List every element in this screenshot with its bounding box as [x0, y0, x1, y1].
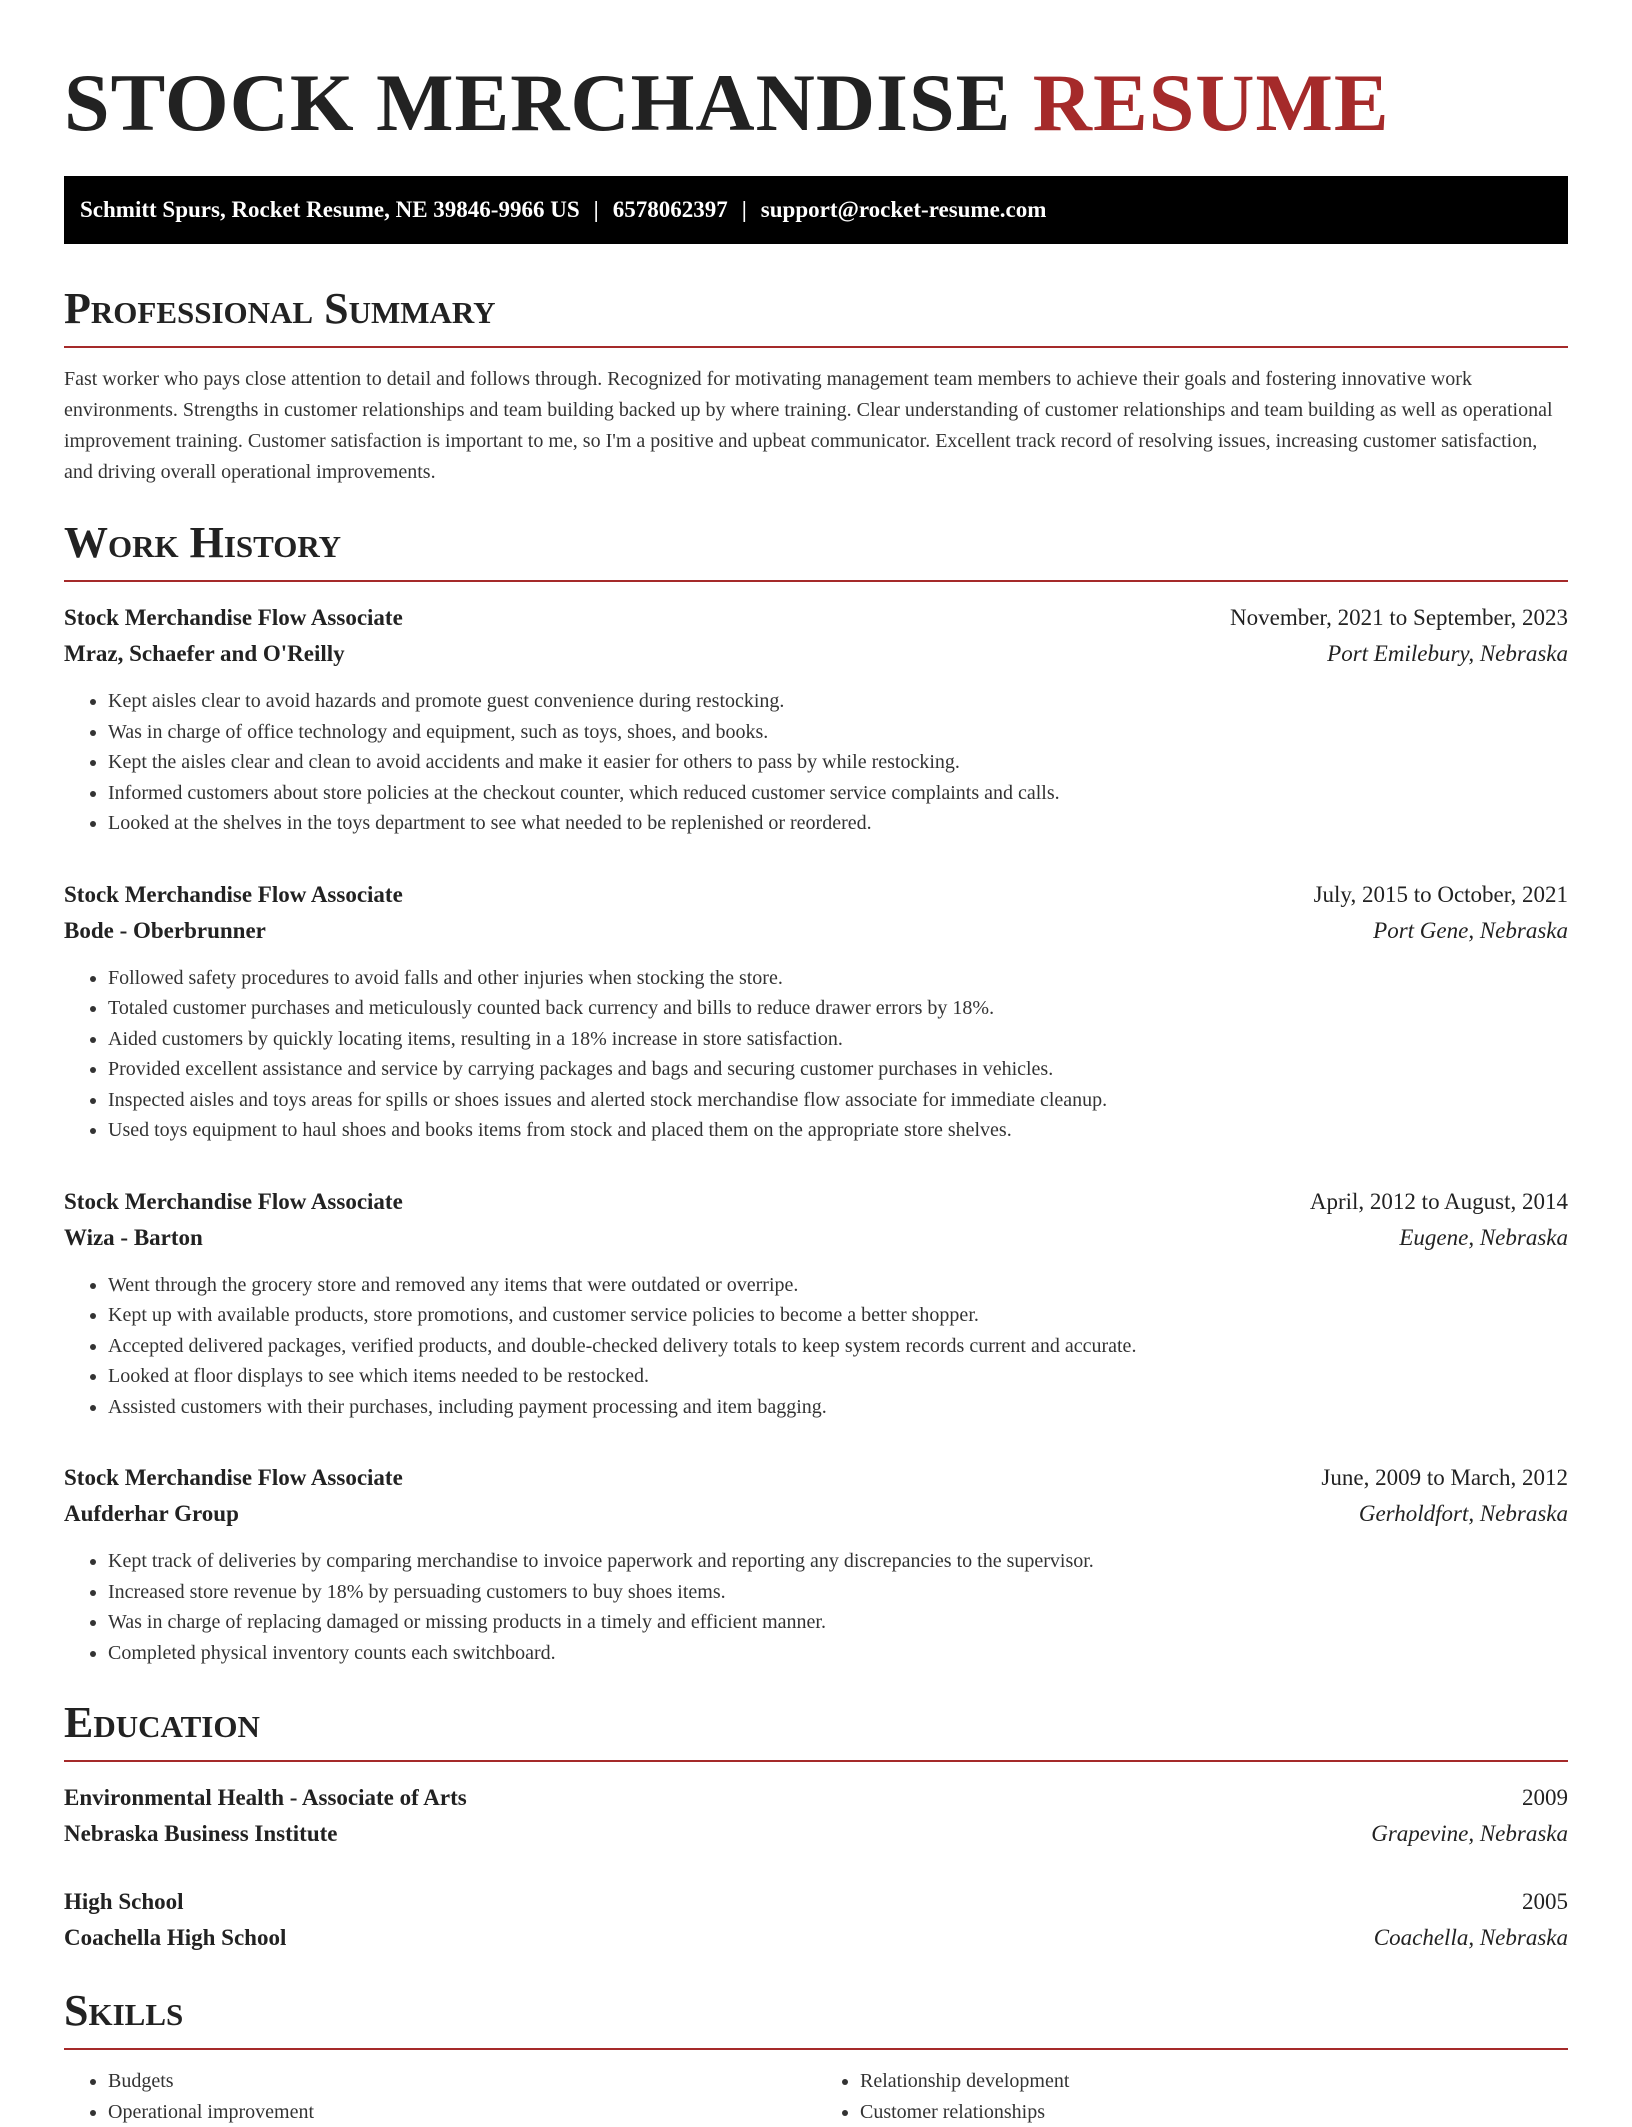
skill-item: • Customer relationships — [860, 2097, 1568, 2127]
skills-section — [64, 1984, 1568, 2127]
job-bullet: • Kept aisles clear to avoid hazards and promote guest convenience during restocking. — [108, 686, 1568, 717]
job-bullet: • Aided customers by quickly locating items, resulting in a 18% increase in store satisfaction. — [108, 1024, 1568, 1055]
job-location: Eugene, Nebraska — [1399, 1220, 1568, 1256]
skill-item: • Relationship development — [860, 2066, 1568, 2097]
job-bullet: • Looked at floor displays to see which items needed to be restocked. — [108, 1361, 1568, 1392]
job-entry — [64, 877, 1568, 1146]
skill-item: • Budgets — [108, 2066, 816, 2097]
job-bullet: • Accepted delivered packages, verified products, and double-checked delivery totals to keep system records current and accurate. — [108, 1331, 1568, 1362]
job-header-row — [64, 1460, 1568, 1496]
contact-address: Schmitt Spurs, Rocket Resume, NE 39846-9966 US — [80, 197, 580, 222]
contact-bar — [64, 176, 1568, 244]
skills-heading: Skills — [64, 1984, 1568, 2050]
job-bullet: • Was in charge of replacing damaged or missing products in a timely and efficient manner. — [108, 1607, 1568, 1638]
job-bullet: • Inspected aisles and toys areas for spills or shoes issues and alerted stock merchandise flow associate for immediate cleanup. — [108, 1085, 1568, 1116]
education-school: Coachella High School — [64, 1920, 286, 1956]
job-entry — [64, 1460, 1568, 1668]
job-company-row — [64, 1220, 1568, 1256]
education-year: 2009 — [1522, 1780, 1568, 1816]
job-bullets — [64, 1270, 1568, 1423]
title-accent: RESUME — [1033, 57, 1390, 148]
job-title: Stock Merchandise Flow Associate — [64, 1184, 403, 1220]
job-bullet: • Kept track of deliveries by comparing merchandise to invoice paperwork and reporting any discrepancies to the supervisor. — [108, 1546, 1568, 1577]
education-degree: Environmental Health - Associate of Arts — [64, 1780, 467, 1816]
job-company-row — [64, 636, 1568, 672]
job-header-row — [64, 877, 1568, 913]
summary-text: Fast worker who pays close attention to detail and follows through. Recognized for motivating management team members to achieve their goals and fostering innovative work environments. Strengths in customer relationships and team building backed up by where training. Clear understanding of customer relationships and team building as well as operational improvement training. Customer satisfaction is important to me, so I'm a positive and upbeat communicator. Excellent track record of resolving issues, increasing customer satisfaction, and driving overall operational improvements. — [64, 364, 1568, 488]
job-bullet: • Provided excellent assistance and service by carrying packages and bags and securing customer purchases in vehicles. — [108, 1054, 1568, 1085]
contact-separator: | — [728, 197, 761, 222]
education-section — [64, 1696, 1568, 1956]
job-title: Stock Merchandise Flow Associate — [64, 877, 403, 913]
education-entry — [64, 1884, 1568, 1956]
job-location: Port Emilebury, Nebraska — [1327, 636, 1568, 672]
job-bullets — [64, 686, 1568, 839]
job-bullet: • Totaled customer purchases and meticulously counted back currency and bills to reduce drawer errors by 18%. — [108, 993, 1568, 1024]
contact-separator: | — [580, 197, 613, 222]
skills-grid — [64, 2066, 1568, 2127]
job-title: Stock Merchandise Flow Associate — [64, 1460, 403, 1496]
skills-list-left — [64, 2066, 816, 2127]
skills-list-right — [816, 2066, 1568, 2127]
work-history-heading: Work History — [64, 516, 1568, 582]
job-bullet: • Kept up with available products, store promotions, and customer service policies to become a better shopper. — [108, 1300, 1568, 1331]
education-heading: Education — [64, 1696, 1568, 1762]
job-entry — [64, 600, 1568, 839]
work-history-section — [64, 516, 1568, 1668]
summary-section — [64, 282, 1568, 488]
job-bullet: • Kept the aisles clear and clean to avoid accidents and make it easier for others to pass by while restocking. — [108, 747, 1568, 778]
job-header-row — [64, 600, 1568, 636]
job-company: Wiza - Barton — [64, 1220, 203, 1256]
job-dates: April, 2012 to August, 2014 — [1310, 1184, 1568, 1220]
job-bullet: • Increased store revenue by 18% by persuading customers to buy shoes items. — [108, 1577, 1568, 1608]
job-company: Bode - Oberbrunner — [64, 913, 266, 949]
title-main: STOCK MERCHANDISE — [64, 57, 1011, 148]
education-school-row — [64, 1816, 1568, 1852]
job-entry — [64, 1184, 1568, 1423]
education-year: 2005 — [1522, 1884, 1568, 1920]
job-bullet: • Used toys equipment to haul shoes and books items from stock and placed them on the appropriate store shelves. — [108, 1115, 1568, 1146]
education-school: Nebraska Business Institute — [64, 1816, 338, 1852]
summary-heading: Professional Summary — [64, 282, 1568, 348]
job-dates: July, 2015 to October, 2021 — [1314, 877, 1568, 913]
job-dates: June, 2009 to March, 2012 — [1321, 1460, 1568, 1496]
job-company: Mraz, Schaefer and O'Reilly — [64, 636, 345, 672]
job-bullet: • Completed physical inventory counts each switchboard. — [108, 1638, 1568, 1669]
contact-email: support@rocket-resume.com — [761, 197, 1047, 222]
job-company: Aufderhar Group — [64, 1496, 239, 1532]
job-company-row — [64, 913, 1568, 949]
job-title: Stock Merchandise Flow Associate — [64, 600, 403, 636]
job-location: Gerholdfort, Nebraska — [1359, 1496, 1568, 1532]
job-header-row — [64, 1184, 1568, 1220]
education-school-row — [64, 1920, 1568, 1956]
skill-item: • Operational improvement — [108, 2097, 816, 2127]
job-bullets — [64, 1546, 1568, 1668]
education-entry — [64, 1780, 1568, 1852]
job-company-row — [64, 1496, 1568, 1532]
job-bullet: • Looked at the shelves in the toys department to see what needed to be replenished or reordered. — [108, 808, 1568, 839]
job-location: Port Gene, Nebraska — [1373, 913, 1568, 949]
job-bullet: • Was in charge of office technology and equipment, such as toys, shoes, and books. — [108, 717, 1568, 748]
contact-phone: 6578062397 — [613, 197, 728, 222]
job-bullet: • Followed safety procedures to avoid falls and other injuries when stocking the store. — [108, 963, 1568, 994]
resume-title — [64, 0, 1568, 152]
job-bullets — [64, 963, 1568, 1146]
education-degree-row — [64, 1884, 1568, 1920]
education-degree-row — [64, 1780, 1568, 1816]
education-location: Coachella, Nebraska — [1374, 1920, 1568, 1956]
job-bullet: • Informed customers about store policies at the checkout counter, which reduced customer service complaints and calls. — [108, 778, 1568, 809]
job-dates: November, 2021 to September, 2023 — [1230, 600, 1568, 636]
education-degree: High School — [64, 1884, 184, 1920]
job-bullet: • Went through the grocery store and removed any items that were outdated or overripe. — [108, 1270, 1568, 1301]
education-location: Grapevine, Nebraska — [1371, 1816, 1568, 1852]
job-bullet: • Assisted customers with their purchases, including payment processing and item bagging. — [108, 1392, 1568, 1423]
